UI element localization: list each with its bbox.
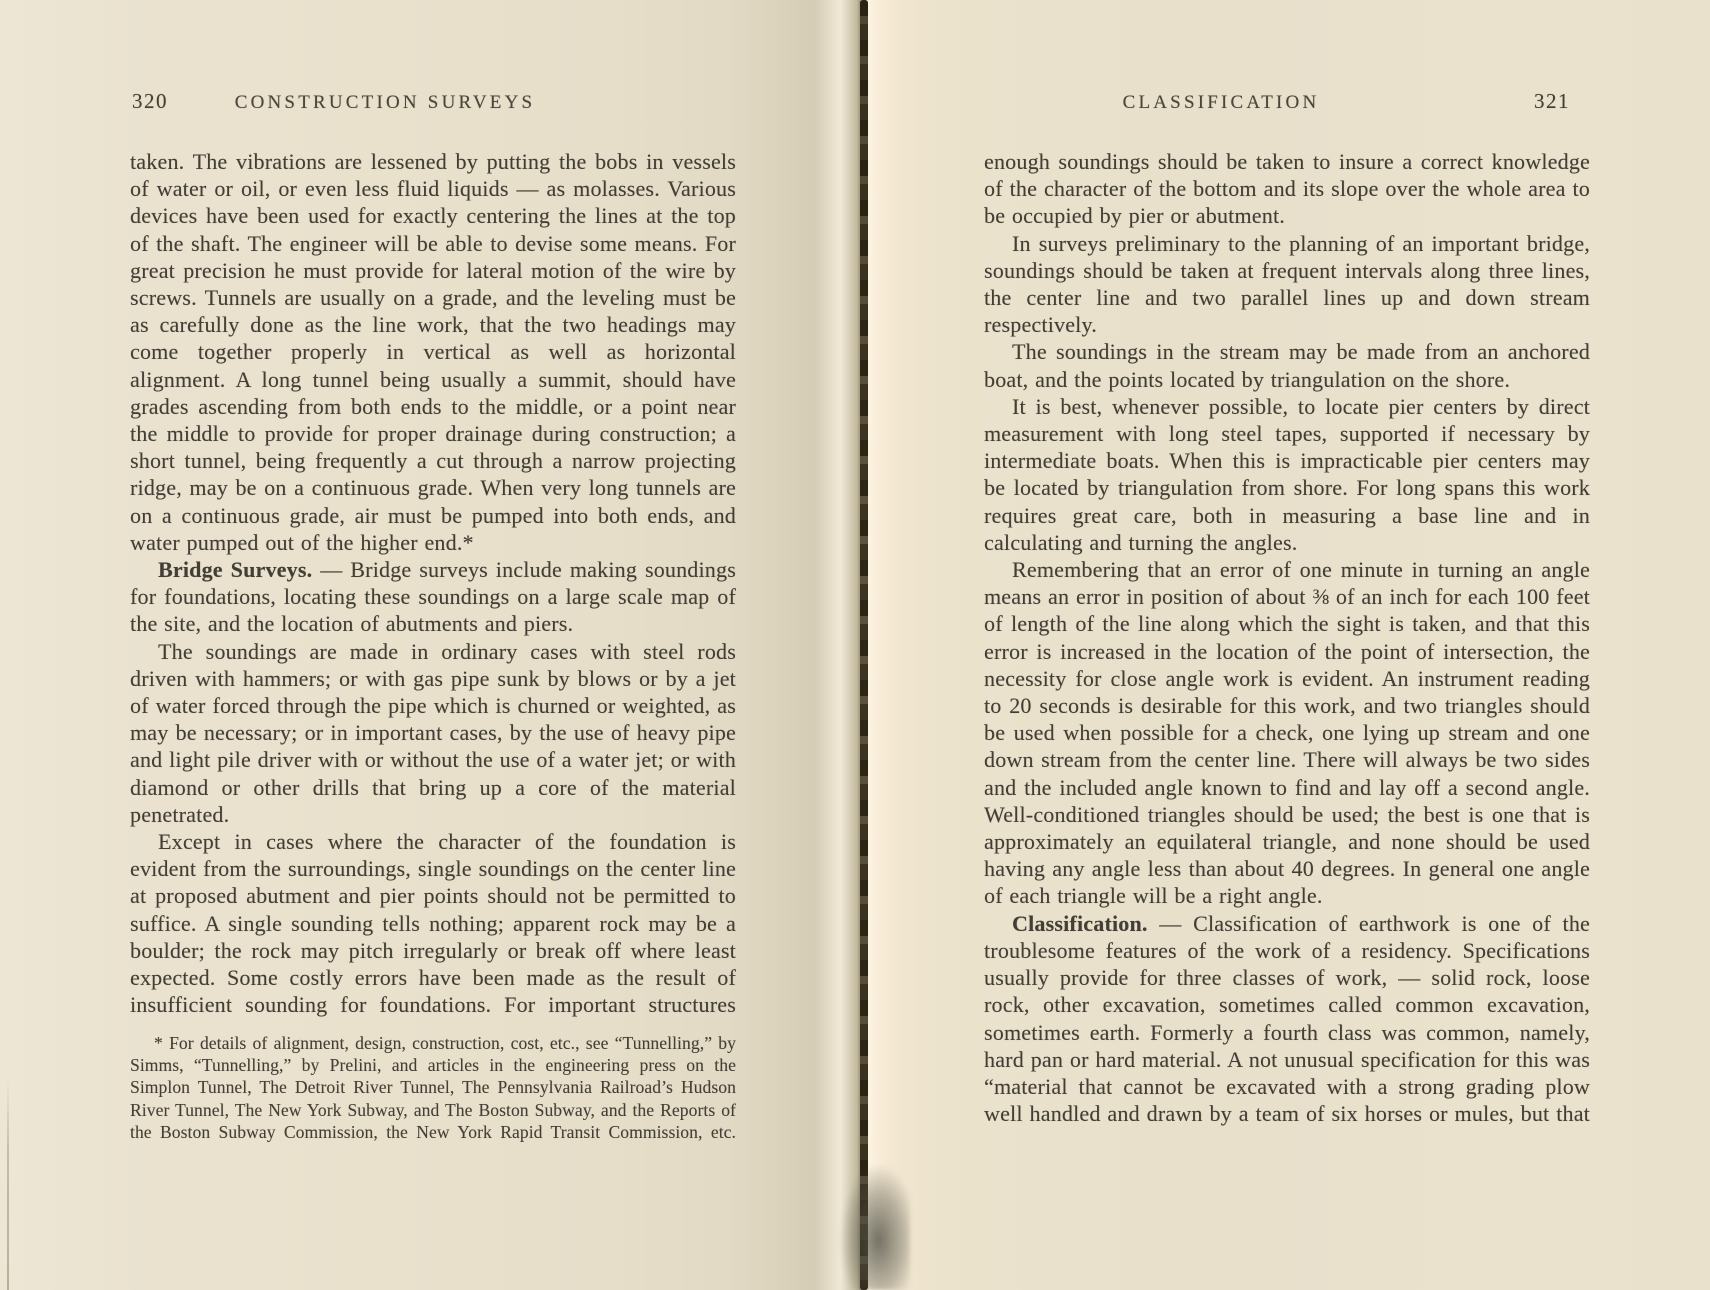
left-page-header: [130, 89, 736, 118]
paragraph-lead: Classification.: [1012, 910, 1148, 936]
page-number: 321: [1534, 89, 1570, 113]
left-page-edge: [7, 1080, 9, 1290]
paragraph: Except in cases where the character of the foundation is evident from the surroundings, single soundings on the center line at proposed abutment and pier points should not be permitted to suffice. A single sounding tells nothing; apparent rock may be a boulder; the rock may pitch irregularly or break off where least expected. Some costly errors have been made as the result of insufficient sounding for foundations. For important structures: [130, 829, 736, 1018]
right-page-header: [984, 89, 1590, 118]
footnote: * For details of alignment, design, construction, cost, etc., see “Tunnelling,” by Simms, “Tunnelling,” by Prelini, and articles in the engineering press on the Simplon Tunnel, The Detroit River Tunnel, The Pennsylvania Railroad’s Hudson River Tunnel, The New York Subway, and The Boston Subway, and the Reports of the Boston Subway Commission, the New York Rapid Transit Commission, etc.: [130, 1032, 736, 1143]
paragraph: enough soundings should be taken to insure a correct knowledge of the character of the bottom and its slope over the whole area to be occupied by pier or abutment.: [984, 149, 1590, 229]
paragraph-lead: Bridge Surveys.: [158, 557, 313, 583]
right-page-body: [984, 148, 1590, 1127]
paragraph: It is best, whenever possible, to locate pier centers by direct measurement with long steel tapes, supported if necessary by intermediate boats. When this is impracticable pier centers may be located by triangulation from shore. For long spans this work requires great care, both in measuring a base line and in calculating and turning the angles.: [984, 393, 1590, 555]
paragraph: In surveys preliminary to the planning of an important bridge, soundings should be taken at frequent intervals along three lines, the center line and two parallel lines up and down stream respectively.: [984, 230, 1590, 338]
paragraph: Bridge Surveys. — Bridge surveys include making soundings for foundations, locating these soundings on a large scale map of the site, and the location of abutments and piers.: [130, 557, 736, 637]
paragraph: Remembering that an error of one minute in turning an angle means an error in position of about ⅜ of an inch for each 100 feet of length of the line along which the sight is taken, and that this error is increased in the location of the point of intersection, the necessity for close angle work is evident. An instrument reading to 20 seconds is desirable for this work, and two triangles should be used when possible for a check, one lying up stream and one down stream from the center line. There will always be two sides and the included angle known to find and lay off a second angle. Well-conditioned triangles should be used; the best is one that is approximately an equilateral triangle, and none should be used having any angle less than about 40 degrees. In general one angle of each triangle will be a right angle.: [984, 557, 1590, 909]
running-head: CONSTRUCTION SURVEYS: [234, 92, 536, 113]
binding-seam: [860, 0, 868, 1290]
right-page: [984, 89, 1590, 1127]
gutter-shadow: [840, 1165, 910, 1290]
paragraph: taken. The vibrations are lessened by putting the bobs in vessels of water or oil, or even less fluid liquids — as molasses. Various devices have been used for exactly centering the lines at the top of the shaft. The engineer will be able to devise some means. For great precision he must provide for lateral motion of the wire by screws. Tunnels are usually on a grade, and the leveling must be as carefully done as the line work, that the two headings may come together properly in vertical as well as horizontal alignment. A long tunnel being usually a summit, should have grades ascending from both ends to the middle, or a point near the middle to provide for proper drainage during construction; a short tunnel, being frequently a cut through a narrow projecting ridge, may be on a continuous grade. When very long tunnels are on a continuous grade, air must be pumped into both ends, and water pumped out of the higher end.*: [130, 149, 736, 555]
left-page: [130, 89, 736, 1144]
paragraph: The soundings are made in ordinary cases with steel rods driven with hammers; or with gas pipe sunk by blows or by a jet of water forced through the pipe which is churned or weighted, as may be necessary; or in important cases, by the use of heavy pipe and light pile driver with or without the use of a water jet; or with diamond or other drills that bring up a core of the material penetrated.: [130, 638, 736, 827]
running-head: CLASSIFICATION: [1122, 92, 1320, 113]
paragraph: Classification. — Classification of earthwork is one of the troublesome features of the work of a residency. Specifications usually provide for three classes of work, — solid rock, loose rock, other excavation, sometimes called common excavation, sometimes earth. Formerly a fourth class was common, namely, hard pan or hard material. A not unusual specification for this was “material that cannot be excavated with a strong grading plow well handled and drawn by a team of six horses or mules, but that: [984, 910, 1590, 1127]
left-page-body: [130, 148, 736, 1019]
paragraph: The soundings in the stream may be made from an anchored boat, and the points located by triangulation on the shore.: [984, 339, 1590, 392]
page-number: 320: [132, 89, 168, 113]
